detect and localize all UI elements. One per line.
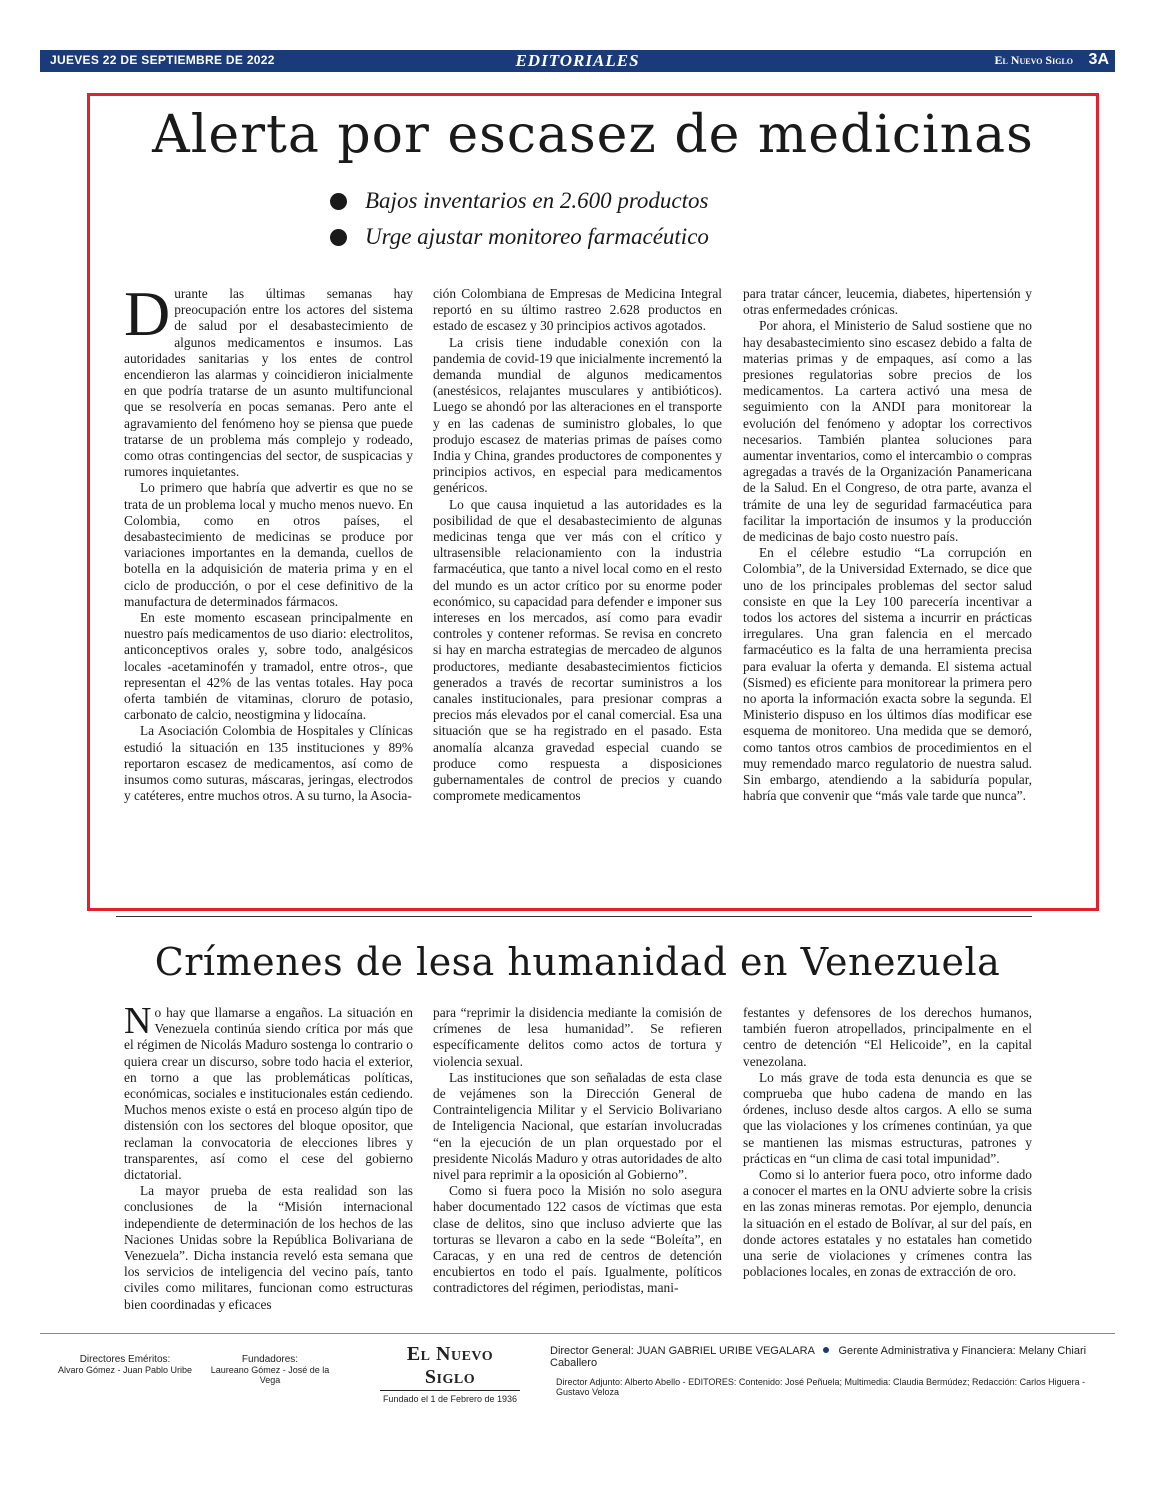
bullet-dot-icon (330, 193, 347, 210)
paragraph: Lo que causa inquietud a las autoridades es la posibilidad de que el desabastecimiento de algunas medicinas tenga que ver más con el crítico y ultrasensible relacionamiento con la industria farmacéutica, que tanto a nivel local como en el resto del mundo es un actor crítico por su enorme poder económico, su capacidad para defender e imponer sus intereses en los mercados, así como para evadir controles y contener reformas. Se revisa en concreto si hay en marcha estrategias de mercadeo de algunos productores, mediante desabastecimientos ficticios generados a través de recortar suministros a los canales institucionales, para presionar compras a precios más elevados por el canal comercial. Esa una situación que se ha registrado en el pasado. Esta anomalía alcanza gravedad especial cuando se produce como respuesta a disposiciones gubernamentales de control de precios y cuando compromete medicamentos (433, 496, 722, 804)
paragraph: para tratar cáncer, leucemia, diabetes, hipertensión y otras enfermedades crónicas. (743, 286, 1032, 318)
editorial-2-column-2 (433, 1005, 722, 1297)
footer-logo-block (380, 1343, 520, 1404)
gerente-label: Gerente Administrativa y Financiera: (838, 1345, 1016, 1357)
paragraph: La crisis tiene indudable conexión con la pandemia de covid-19 que inicialmente incrementó la demanda mundial de algunos medicamentos (anestésicos, relajantes musculares y antibióticos). Luego se ahondó por las alteraciones en el transporte y en las cadenas de suministro globales, lo que produjo escasez de materias primas de países como India y China, grandes productores de componentes y principios activos, en especial para medicamentos genéricos. (433, 334, 722, 496)
editorial-1-title: Alerta por escasez de medicinas (152, 105, 1034, 165)
gerente-name: Melany Chiari Caballero (550, 1345, 1087, 1369)
bullet-dot-icon (330, 229, 347, 246)
paragraph: Lo más grave de toda esta denuncia es que se comprueba que hubo cadena de mando en las órdenes, incluso desde altos cargos. A ello se suma que las violaciones y los crímenes continúan, ya que se mantienen las mismas estructuras, patrones y prácticas en “un clima de casi total impunidad”. (743, 1069, 1032, 1166)
paragraph: ción Colombiana de Empresas de Medicina Integral reportó en su último rastreo 2.628 productos en estado de escasez y 30 principios activos agotados. (433, 286, 722, 334)
footer-emeritos (50, 1354, 200, 1375)
newspaper-logo: El Nuevo Siglo (380, 1343, 520, 1391)
emeritos-names: Alvaro Gómez - Juan Pablo Uribe (57, 1365, 193, 1375)
footer-management (550, 1345, 1110, 1369)
editorial-2-title: Crímenes de lesa humanidad en Venezuela (154, 940, 1001, 984)
paragraph: La Asociación Colombia de Hospitales y Clínicas estudió la situación en 135 instituciones y 89% reportaron escasez de medicamentos, así como de insumos como suturas, máscaras, jeringas, electrodos y catéteres, entre muchos otros. A su turno, la Asocia- (124, 723, 413, 804)
subhead-item: Urge ajustar monitoreo farmacéutico (330, 222, 709, 252)
editorial-1-column-2 (433, 286, 722, 805)
editorial-2-column-1 (124, 1000, 413, 1313)
editorial-2-column-3 (743, 1005, 1032, 1280)
paragraph: Durante las últimas semanas hay preocupación entre los actores del sistema de salud por el desabastecimiento de algunos medicamentos e insumos. Las autoridades sanitarias y los entes de control encendieron las alarmas y coincidieron inicialmente en que podría tratarse de un asunto multifuncional que se resolvería en pocas semanas. Pero ante el agravamiento del fenómeno hoy se piensa que puede tratarse de un problema más complejo y rodeado, como otras contingencias del sector, de suspicacias y rumores inquietantes. (124, 278, 413, 480)
director-name: JUAN GABRIEL URIBE VEGALARA (636, 1345, 815, 1357)
page-number: 3A (1088, 51, 1109, 68)
paragraph: para “reprimir la disidencia mediante la comisión de crímenes de lesa humanidad”. Se refieren específicamente delitos como actos de tortura y violencia sexual. (433, 1005, 722, 1069)
footer-staff (550, 1345, 1110, 1397)
drop-cap: N (124, 1000, 152, 1042)
separator-dot-icon (823, 1347, 829, 1353)
paragraph: En el célebre estudio “La corrupción en Colombia”, de la Universidad Externado, se dice que uno de los principales problemas del sector salud consiste en que la Ley 100 parecería incentivar a todos los actores del sistema a incurrir en prácticas irregulares. Una gran falencia en el mercado farmacéutico es la falta de una herramienta precisa para evaluar la oferta y demanda. El sistema actual (Sismed) es eficiente para monitorear la primera pero no aporta la información exacta sobre la segunda. El Ministerio dispuso en los últimos días modificar ese esquema de monitoreo. Una medida que se demoró, como tantos otros cambios de procedimientos en el muy remendado marco regulatorio de nuestra salud. Sin embargo, atendiendo a la sabiduría popular, habría que convenir que “más vale tarde que nunca”. (743, 545, 1032, 804)
paragraph: Como si lo anterior fuera poco, otro informe dado a conocer el martes en la ONU advierte sobre la crisis en las zonas mineras remotas. Por ejemplo, denuncia la situación en el estado de Bolívar, al sur del país, en donde actores estatales y no estatales han cometido una serie de violaciones y crímenes contra las poblaciones locales, en zonas de extracción de oro. (743, 1167, 1032, 1280)
founded-date: Fundado el 1 de Febrero de 1936 (382, 1394, 518, 1404)
footer-fundadores (205, 1354, 335, 1385)
footer-editors: Director Adjunto: Alberto Abello - EDITORES: Contenido: José Peñuela; Multimedia: Claudia Bermúdez; Redacción: Carlos Higuera - Gustavo Veloza (556, 1377, 1086, 1397)
fundadores-names: Laureano Gómez - José de la Vega (210, 1365, 330, 1385)
paragraph: Las instituciones que son señaladas de esta clase de vejámenes son la Dirección General de Contrainteligencia Militar y el Servicio Bolivariano de Inteligencia Nacional, que estarían involucradas “en la ejecución de un plan orquestado por el presidente Nicolás Maduro y otras autoridades de alto nivel para reprimir a la oposición al Gobierno”. (433, 1069, 722, 1183)
header-bar (40, 50, 1115, 72)
subhead-item: Bajos inventarios en 2.600 productos (330, 186, 709, 216)
paragraph: Lo primero que habría que advertir es que no se trata de un problema local y mucho menos nuevo. En Colombia, como en otros países, el desabastecimiento de medicinas se produce por variaciones importantes en la demanda, cuellos de botella en la adquisición de materia prima y en el ciclo de producción, o por el cese definitivo de la manufactura de determinados fármacos. (124, 480, 413, 609)
paragraph: Por ahora, el Ministerio de Salud sostiene que no hay desabastecimiento sino escasez debido a falta de materias primas y de empaques, así como a las presiones regulatorias sobre precios de los medicamentos. La cartera activó una mesa de seguimiento con la ANDI para monitorear la evolución del fenómeno y adoptar los correctivos necesarios. También plantea soluciones para aumentar inventarios, como el intercambio o compras agregadas a través de la Organización Panamericana de la Salud. En el Congreso, de otra parte, avanza el trámite de una ley de seguridad farmacéutica para facilitar la importación de insumos y la producción de medicinas de bajo costo nuestro país. (743, 318, 1032, 545)
section-divider (116, 916, 1032, 917)
paragraph: festantes y defensores de los derechos humanos, también fueron atropellados, principalmente en el centro de detención “El Helicoide”, en la capital venezolana. (743, 1005, 1032, 1069)
paragraph: No hay que llamarse a engaños. La situación en Venezuela continúa siendo crítica por más que el régimen de Nicolás Maduro sostenga lo contrario o quiera crear un discurso, sobre todo hacia el exterior, en torno a que las problemáticas políticas, económicas, sociales e institucionales están cediendo. Muchos menos existe o está en proceso algún tipo de distensión con los sectores del bloque opositor, que reclaman la convocatoria de elecciones libres y transparentes, así como el cese del gobierno dictatorial. (124, 1000, 413, 1183)
director-label: Director General: (550, 1345, 634, 1357)
drop-cap: D (124, 278, 171, 349)
paragraph: La mayor prueba de esta realidad son las conclusiones de la “Misión internacional independiente de determinación de los hechos de las Naciones Unidas sobre la República Bolivariana de Venezuela”. Dicha instancia reveló esta semana que los servicios de inteligencia del vecino país, tanto civiles como militares, funcionan como estructuras bien coordinadas y eficaces (124, 1183, 413, 1312)
editorial-1-column-3 (743, 286, 1032, 805)
editorial-1-column-1 (124, 278, 413, 805)
footer-divider (40, 1333, 1115, 1334)
section-name: EDITORIALES (515, 51, 640, 70)
issue-date: JUEVES 22 DE SEPTIEMBRE DE 2022 (50, 53, 275, 67)
paragraph: En este momento escasean principalmente en nuestro país medicamentos de uso diario: electrolitos, anticonceptivos orales y, sobre todo, analgésicos locales -acetaminofén y tramadol, entre otros-, que representan el 42% de las ventas totales. Hay poca oferta también de vitaminas, cloruro de potasio, carbonato de calcio, neostigmina y lidocaína. (124, 610, 413, 723)
editorial-1-subheads (330, 186, 709, 258)
paragraph: Como si fuera poco la Misión no solo asegura haber documentado 122 casos de víctimas que esta clase de delitos, sino que incluso advierte que las torturas se llevaron a cabo en la sede “Boleíta”, en Caracas, y en una red de centros de detención encubiertos en todo el país. Igualmente, políticos contradictores del régimen, periodistas, mani- (433, 1183, 722, 1296)
fundadores-label: Fundadores: (241, 1354, 299, 1365)
newspaper-brand: El Nuevo Siglo (994, 53, 1073, 67)
emeritos-label: Directores Eméritos: (79, 1354, 171, 1365)
